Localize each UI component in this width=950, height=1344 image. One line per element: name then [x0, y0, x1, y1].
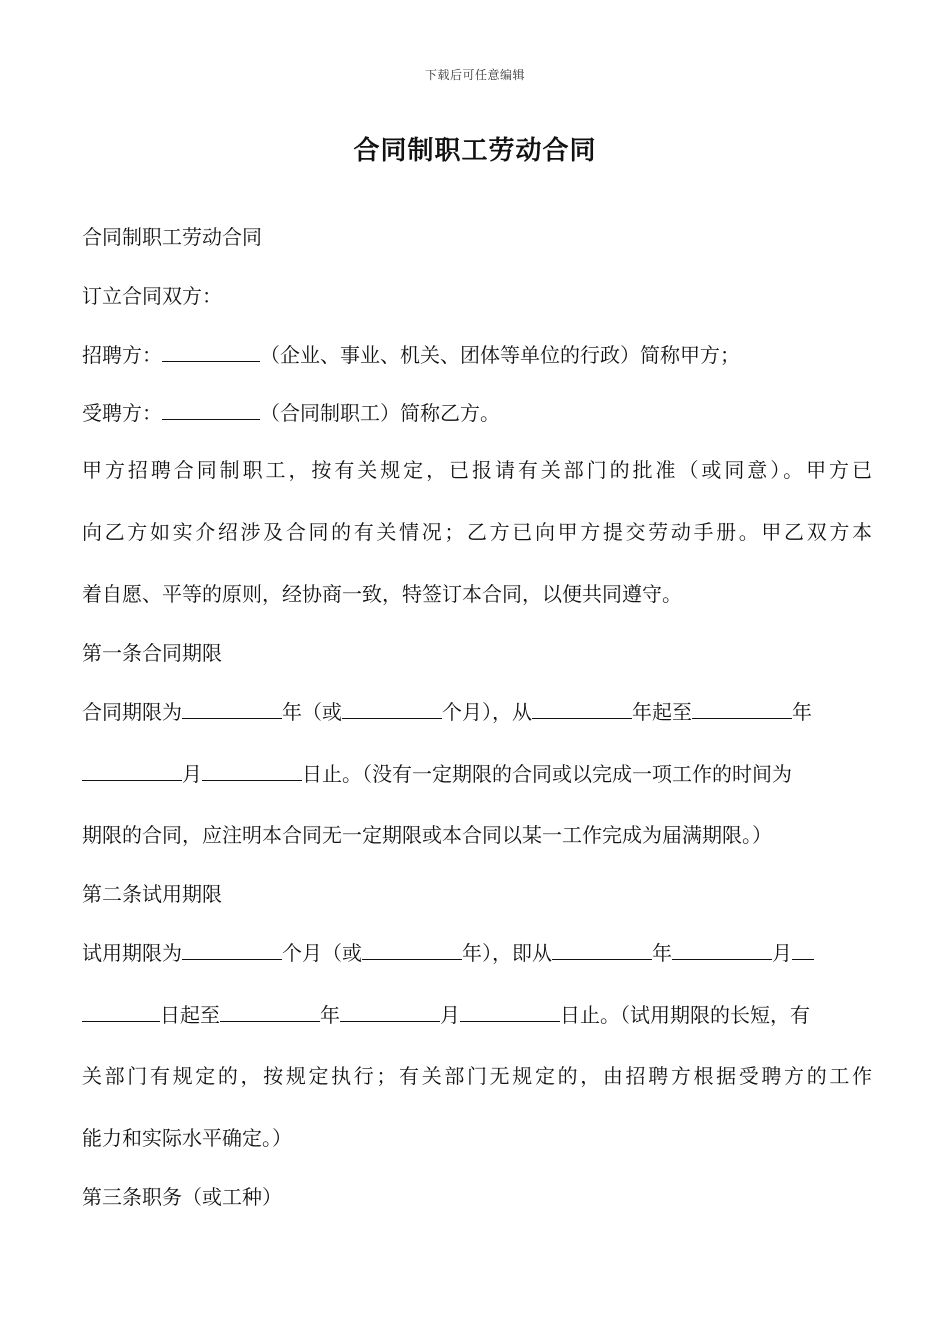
text-segment: 年 — [792, 700, 812, 724]
text-segment: 月 — [772, 941, 792, 965]
blank-line — [162, 397, 260, 420]
article-1-line-3: 期限的合同，应注明本合同无一定期限或本合同以某一工作完成为届满期限。） — [82, 823, 772, 847]
blank-line — [220, 999, 320, 1022]
text-segment: 年），即从 — [462, 941, 552, 965]
article-2-line-1 — [82, 937, 872, 968]
blank-line — [792, 937, 814, 960]
parties-heading: 订立合同双方： — [82, 284, 222, 308]
text-segment: 日止。（试用期限的长短，有 — [560, 1003, 810, 1027]
blank-line — [342, 696, 442, 719]
text-segment: 试用期限为 — [82, 941, 182, 965]
employee-line — [82, 397, 872, 428]
text-segment: 月 — [440, 1003, 460, 1027]
blank-line — [182, 696, 282, 719]
text-segment: 年（或 — [282, 700, 342, 724]
text-segment: 个月），从 — [442, 700, 532, 724]
preamble-line-3: 着自愿、平等的原则，经协商一致，特签订本合同，以便共同遵守。 — [82, 582, 682, 606]
preamble-line-2: 向乙方如实介绍涉及合同的有关情况；乙方已向甲方提交劳动手册。甲乙双方本 — [82, 520, 872, 544]
text-segment: 日起至 — [160, 1003, 220, 1027]
employee-label: 受聘方： — [82, 401, 162, 425]
blank-line — [82, 758, 182, 781]
blank-line — [82, 999, 160, 1022]
blank-line — [460, 999, 560, 1022]
text-segment: 年 — [652, 941, 672, 965]
preamble-line-1: 甲方招聘合同制职工，按有关规定，已报请有关部门的批准（或同意）。甲方已 — [82, 458, 872, 482]
employer-label: 招聘方： — [82, 343, 162, 367]
blank-line — [182, 937, 282, 960]
employee-desc: （合同制职工）简称乙方。 — [260, 401, 500, 425]
header-note: 下载后可任意编辑 — [424, 68, 525, 82]
text-segment: 年 — [320, 1003, 340, 1027]
blank-line — [202, 758, 302, 781]
text-segment: 月 — [182, 762, 202, 786]
blank-line — [362, 937, 462, 960]
doc-subtitle: 合同制职工劳动合同 — [82, 225, 262, 249]
text-segment: 年起至 — [632, 700, 692, 724]
text-segment: 个月（或 — [282, 941, 362, 965]
article-1-line-1 — [82, 696, 872, 727]
blank-line — [672, 937, 772, 960]
article-2-heading: 第二条试用期限 — [82, 882, 222, 906]
employer-line — [82, 339, 872, 370]
text-segment: 合同期限为 — [82, 700, 182, 724]
article-2-line-2 — [82, 999, 872, 1030]
employer-desc: （企业、事业、机关、团体等单位的行政）简称甲方； — [260, 343, 740, 367]
blank-line — [340, 999, 440, 1022]
blank-line — [532, 696, 632, 719]
blank-line — [692, 696, 792, 719]
article-1-heading: 第一条合同期限 — [82, 641, 222, 665]
article-2-line-3: 关部门有规定的，按规定执行；有关部门无规定的，由招聘方根据受聘方的工作 — [82, 1064, 872, 1088]
article-1-line-2 — [82, 758, 872, 789]
document-title: 合同制职工劳动合同 — [353, 136, 597, 166]
article-2-line-4: 能力和实际水平确定。） — [82, 1126, 292, 1150]
blank-line — [552, 937, 652, 960]
blank-line — [162, 339, 260, 362]
article-3-heading: 第三条职务（或工种） — [82, 1185, 282, 1209]
text-segment: 日止。（没有一定期限的合同或以完成一项工作的时间为 — [302, 762, 792, 786]
